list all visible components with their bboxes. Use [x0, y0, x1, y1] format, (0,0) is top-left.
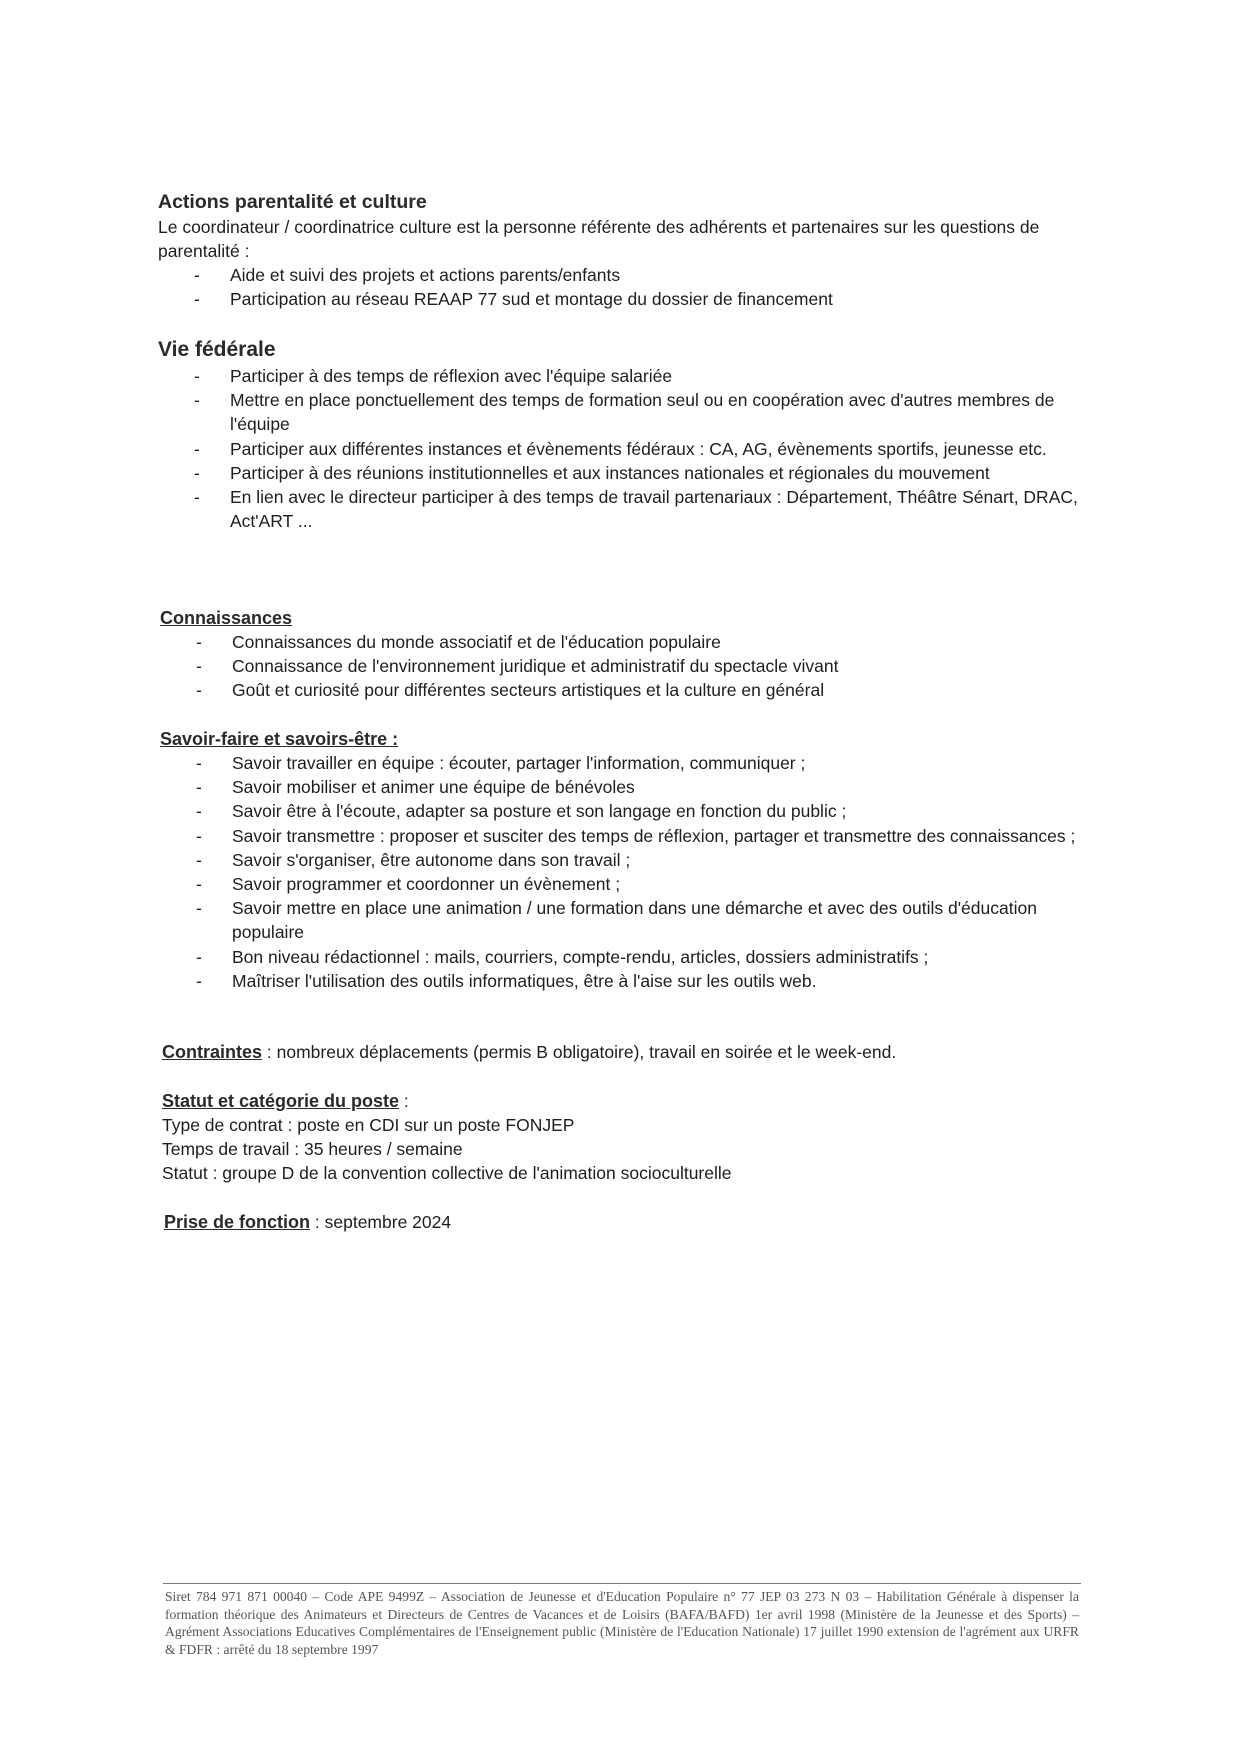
list-item: - Participer à des temps de réflexion avec l'équipe salariée — [158, 364, 1078, 388]
statut-suffix: : — [399, 1091, 409, 1111]
section-vie-federale — [158, 336, 1078, 533]
list-item: - Participation au réseau REAAP 77 sud et montage du dossier de financement — [158, 287, 1078, 311]
section-heading: Savoir-faire et savoirs-être : — [160, 729, 399, 749]
section-heading: Vie fédérale — [158, 338, 276, 361]
contraintes-text: : nombreux déplacements (permis B obligatoire), travail en soirée et le week-end. — [262, 1042, 897, 1062]
section-contraintes — [162, 1040, 1082, 1064]
prise-de-fonction-label: Prise de fonction — [164, 1212, 311, 1232]
list-item: - Bon niveau rédactionnel : mails, courriers, compte-rendu, articles, dossiers administratifs ; — [160, 945, 1080, 969]
list-item: - Savoir programmer et coordonner un évènement ; — [160, 872, 1080, 896]
list-item: - En lien avec le directeur participer à des temps de travail partenariaux : Département, Théâtre Sénart, DRAC, Act'ART ... — [158, 485, 1078, 533]
prise-de-fonction-line — [164, 1210, 1084, 1234]
list-item: - Aide et suivi des projets et actions parents/enfants — [158, 263, 1078, 287]
section-heading: Connaissances — [160, 608, 293, 628]
statut-line: Statut : groupe D de la convention collective de l'animation socioculturelle — [162, 1163, 732, 1183]
prise-de-fonction-text: : septembre 2024 — [310, 1212, 452, 1232]
section-heading: Actions parentalité et culture — [158, 191, 427, 213]
list-item: - Maîtriser l'utilisation des outils informatiques, être à l'aise sur les outils web. — [160, 969, 1080, 993]
section-intro: Le coordinateur / coordinatrice culture est la personne référente des adhérents et partenaires sur les questions de parentalité : — [158, 217, 1040, 261]
section-savoir-faire — [160, 727, 1080, 993]
footer-legal-text: Siret 784 971 871 00040 – Code APE 9499Z – Association de Jeunesse et d'Education Populaire n° 77 JEP 03 273 N 03 – Habilitation Générale à dispenser la formation théorique des Animateurs et Directeurs de Centres de Vacances et de Loisirs (BAFA/BAFD) 1er avril 1998 (Ministère de la Jeunesse et des Sports) – Agrément Associations Educatives Complémentaires de l'Enseignement public (Ministère de l'Education Nationale) 17 juillet 1990 extension de l'agrément aux URFR & FDFR : arrêté du 18 septembre 1997 — [165, 1589, 1079, 1657]
list-item: - Goût et curiosité pour différentes secteurs artistiques et la culture en général — [160, 678, 1080, 702]
section-connaissances — [160, 606, 1080, 703]
list-item: - Savoir transmettre : proposer et susciter des temps de réflexion, partager et transmettre des connaissances ; — [160, 824, 1080, 848]
statut-heading-line — [162, 1089, 1082, 1113]
list-item: - Participer aux différentes instances et évènements fédéraux : CA, AG, évènements sportifs, jeunesse etc. — [158, 437, 1078, 461]
footer-divider — [163, 1583, 1081, 1584]
bullet-list — [160, 630, 1080, 703]
list-item: - Mettre en place ponctuellement des temps de formation seul ou en coopération avec d'autres membres de l'équipe — [158, 388, 1078, 436]
section-statut — [162, 1089, 1082, 1185]
bullet-list — [158, 364, 1078, 533]
list-item: - Savoir être à l'écoute, adapter sa posture et son langage en fonction du public ; — [160, 799, 1080, 823]
contraintes-line — [162, 1040, 1082, 1064]
section-parentalite — [158, 189, 1078, 311]
list-item: - Savoir mettre en place une animation / une formation dans une démarche et avec des outils d'éducation populaire — [160, 896, 1080, 944]
statut-line: Type de contrat : poste en CDI sur un poste FONJEP — [162, 1115, 575, 1135]
contraintes-label: Contraintes — [162, 1042, 263, 1062]
list-item: - Participer à des réunions institutionnelles et aux instances nationales et régionales du mouvement — [158, 461, 1078, 485]
list-item: - Savoir mobiliser et animer une équipe de bénévoles — [160, 775, 1080, 799]
list-item: - Connaissances du monde associatif et de l'éducation populaire — [160, 630, 1080, 654]
section-prise-de-fonction — [164, 1210, 1084, 1234]
list-item: - Savoir travailler en équipe : écouter, partager l'information, communiquer ; — [160, 751, 1080, 775]
statut-label: Statut et catégorie du poste — [162, 1091, 400, 1111]
bullet-list — [158, 263, 1078, 311]
list-item: - Connaissance de l'environnement juridique et administratif du spectacle vivant — [160, 654, 1080, 678]
statut-line: Temps de travail : 35 heures / semaine — [162, 1139, 463, 1159]
bullet-list — [160, 751, 1080, 993]
list-item: - Savoir s'organiser, être autonome dans son travail ; — [160, 848, 1080, 872]
